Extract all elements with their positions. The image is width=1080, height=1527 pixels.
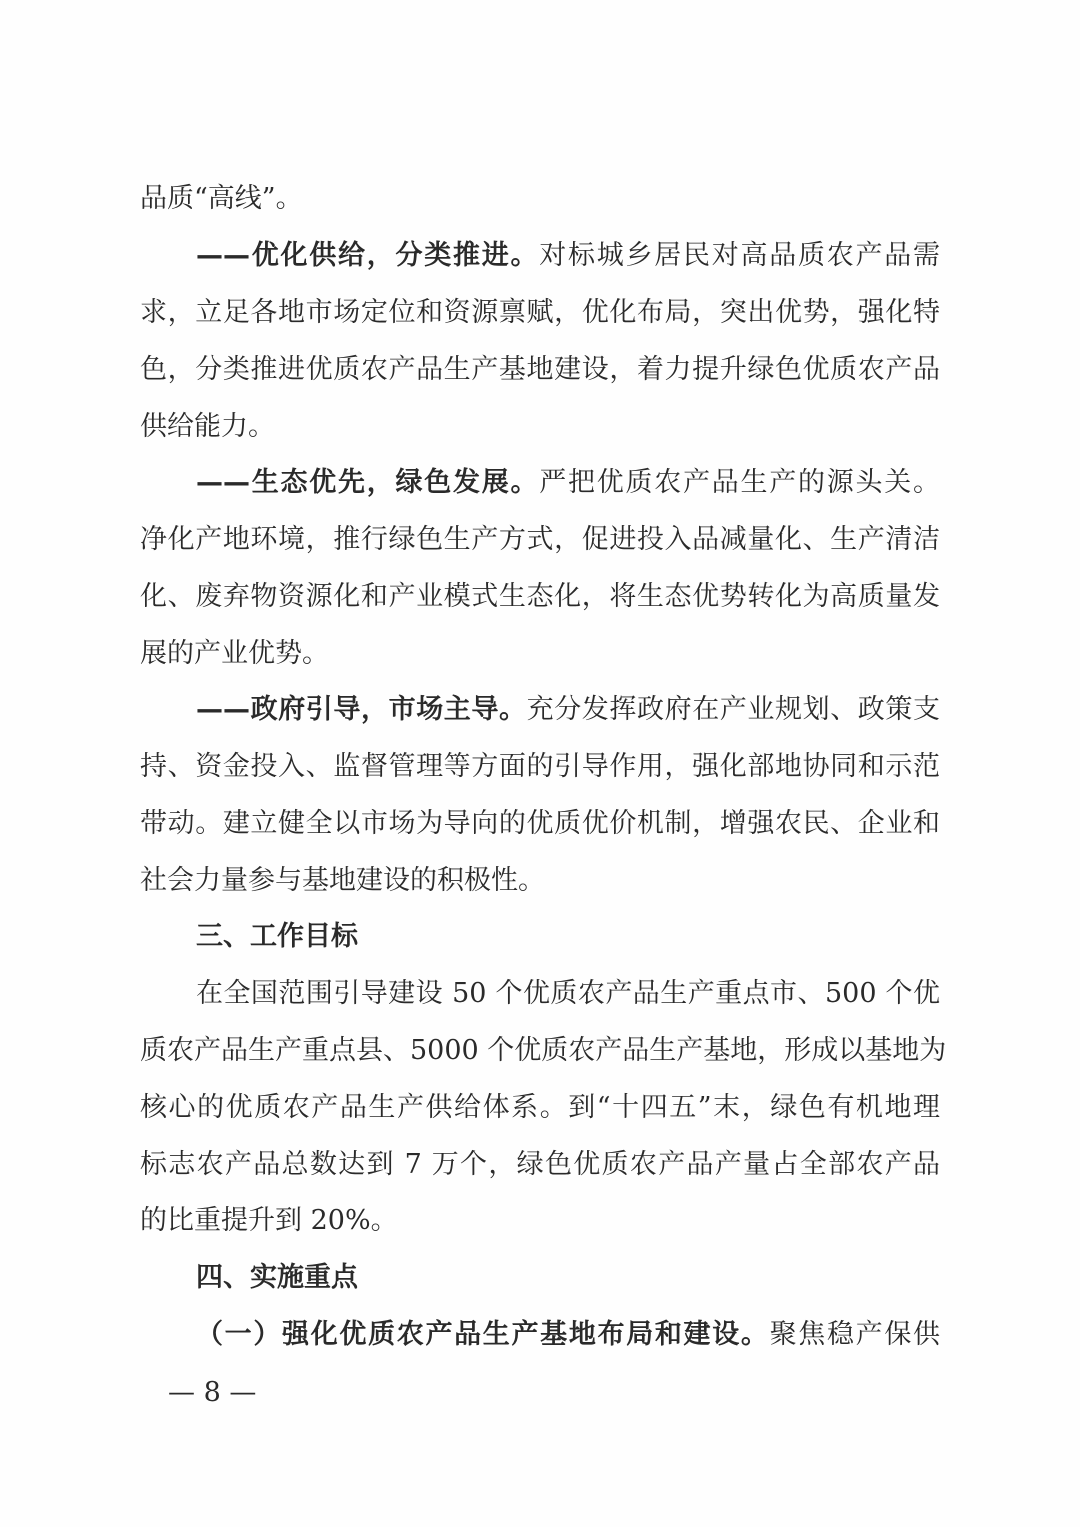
paragraph-line: 质农产品生产重点县、5000 个优质农产品生产基地，形成以基地为 (140, 1035, 947, 1066)
paragraph-line: 化、废弃物资源化和产业模式生态化，将生态优势转化为高质量发 (140, 581, 940, 612)
paragraph-line-bold-lead: （一）强化优质农产品生产基地布局和建设。聚焦稳产保供 (196, 1319, 941, 1350)
section-heading: 四、实施重点 (196, 1262, 358, 1293)
paragraph-line: 持、资金投入、监督管理等方面的引导作用，强化部地协同和示范 (140, 751, 940, 782)
paragraph-line: 品质“高线”。 (140, 183, 303, 214)
paragraph-line: 社会力量参与基地建设的积极性。 (140, 865, 545, 896)
section-heading: 三、工作目标 (196, 921, 358, 952)
paragraph-line: 色，分类推进优质农产品生产基地建设，着力提升绿色优质农产品 (140, 354, 940, 385)
page-number: — 8 — (168, 1377, 257, 1408)
paragraph-line: 在全国范围引导建设 50 个优质农产品生产重点市、500 个优 (196, 978, 940, 1009)
paragraph-line-bold-lead: ——政府引导，市场主导。充分发挥政府在产业规划、政策支 (196, 694, 941, 725)
paragraph-line-bold-lead: ——优化供给，分类推进。对标城乡居民对高品质农产品需 (196, 240, 940, 271)
paragraph-line: 净化产地环境，推行绿色生产方式，促进投入品减量化、生产清洁 (140, 524, 940, 555)
paragraph-line: 展的产业优势。 (140, 638, 329, 669)
paragraph-line: 的比重提升到 20%。 (140, 1205, 398, 1236)
paragraph-line: 求，立足各地市场定位和资源禀赋，优化布局，突出优势，强化特 (140, 297, 940, 328)
paragraph-line: 核心的优质农产品生产供给体系。到“十四五”末，绿色有机地理 (140, 1092, 940, 1123)
paragraph-line: 供给能力。 (140, 411, 275, 442)
paragraph-line: 标志农产品总数达到 7 万个，绿色优质农产品产量占全部农产品 (140, 1149, 940, 1180)
paragraph-line: 带动。建立健全以市场为导向的优质优价机制，增强农民、企业和 (140, 808, 940, 839)
paragraph-line-bold-lead: ——生态优先，绿色发展。严把优质农产品生产的源头关。 (196, 467, 940, 498)
